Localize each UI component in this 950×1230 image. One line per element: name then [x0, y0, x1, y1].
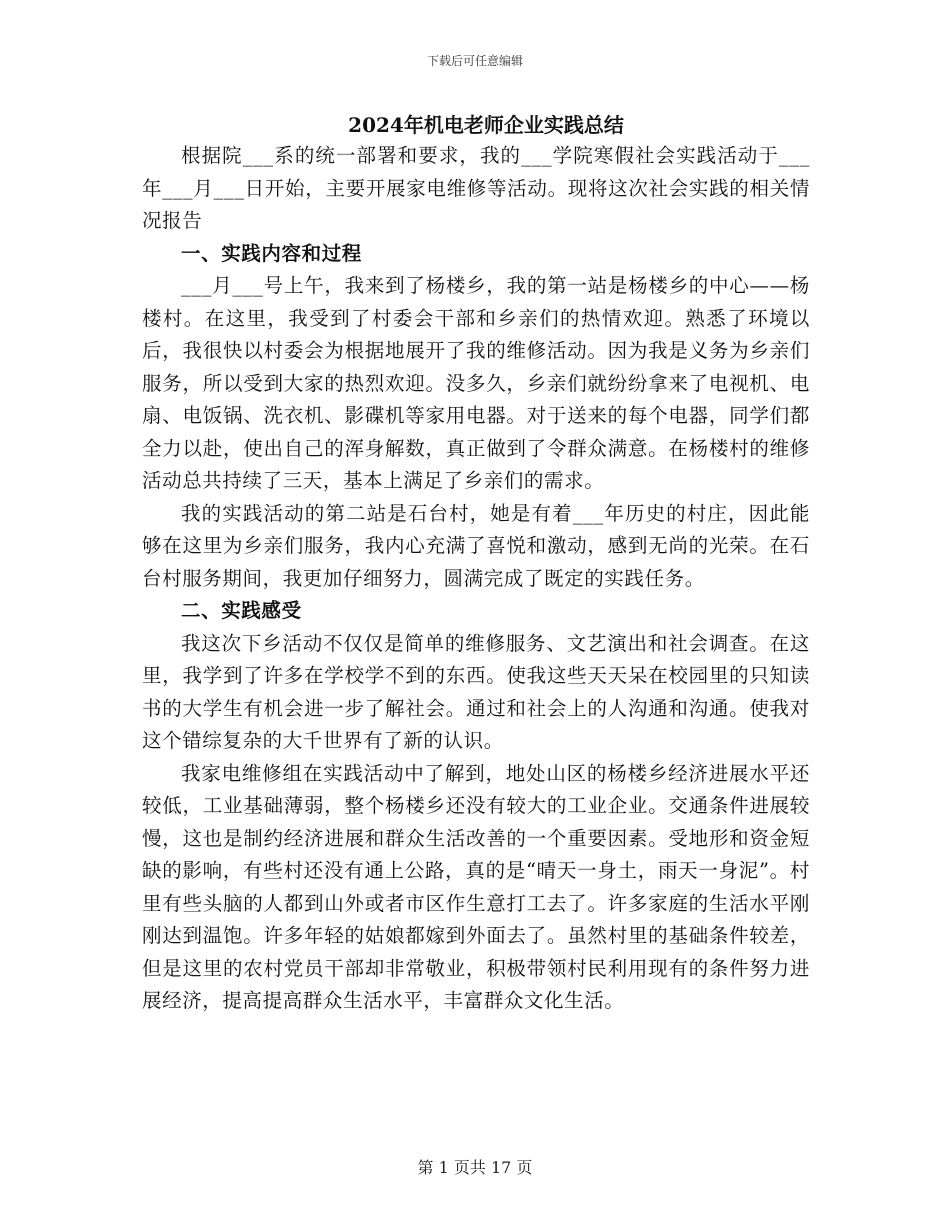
header-note: 下载后可任意编辑 — [426, 54, 523, 68]
section-heading-practice-feelings: 二、实践感受 — [181, 599, 302, 622]
intro-paragraph: 根据院___系的统一部署和要求，我的___学院寒假社会实践活动于___年___月___日开始，主要开展家电维修等活动。现将这次社会实践的相关情况报告 — [142, 144, 810, 232]
paragraph-first-stop: ___月___号上午，我来到了杨楼乡，我的第一站是杨楼乡的中心——杨楼村。在这里，我受到了村委会干部和乡亲们的热情欢迎。熟悉了环境以后，我很快以村委会为根据地展开了我的维修活动。因为我是义务为乡亲们服务，所以受到大家的热烈欢迎。没多久，乡亲们就纷纷拿来了电视机、电扇、电饭锅、洗衣机、影碟机等家用电器。对于送来的每个电器，同学们都全力以赴，使出自己的浑身解数，真正做到了令群众满意。在杨楼村的维修活动总共持续了三天，基本上满足了乡亲们的需求。 — [142, 274, 810, 492]
section-heading-practice-content: 一、实践内容和过程 — [181, 241, 362, 265]
page-number-footer: 第 1 页共 17 页 — [417, 1158, 533, 1177]
paragraph-second-stop: 我的实践活动的第二站是石台村，她是有着___年历史的村庄，因此能够在这里为乡亲们服务，我内心充满了喜悦和激动，感到无尚的光荣。在石台村服务期间，我更加仔细努力，圆满完成了既定的实践任务。 — [142, 501, 810, 590]
paragraph-findings: 我家电维修组在实践活动中了解到，地处山区的杨楼乡经济进展水平还较低，工业基础薄弱，整个杨楼乡还没有较大的工业企业。交通条件进展较慢，这也是制约经济进展和群众生活改善的一个重要因素。受地形和资金短缺的影响，有些村还没有通上公路，真的是“晴天一身土，雨天一身泥”。村里有些头脑的人都到山外或者市区作生意打工去了。许多家庭的生活水平刚刚达到温饱。许多年轻的姑娘都嫁到外面去了。虽然村里的基础条件较差，但是这里的农村党员干部却非常敬业，积极带领村民利用现有的条件努力进展经济，提高提高群众生活水平，丰富群众文化生活。 — [142, 761, 810, 1012]
paragraph-feelings: 我这次下乡活动不仅仅是简单的维修服务、文艺演出和社会调查。在这里，我学到了许多在学校学不到的东西。使我这些天天呆在校园里的只知读书的大学生有机会进一步了解社会。通过和社会上的人沟通和沟通。使我对这个错综复杂的大千世界有了新的认识。 — [142, 631, 810, 752]
document-title: 2024年机电老师企业实践总结 — [348, 113, 624, 137]
document-body — [142, 110, 810, 1018]
